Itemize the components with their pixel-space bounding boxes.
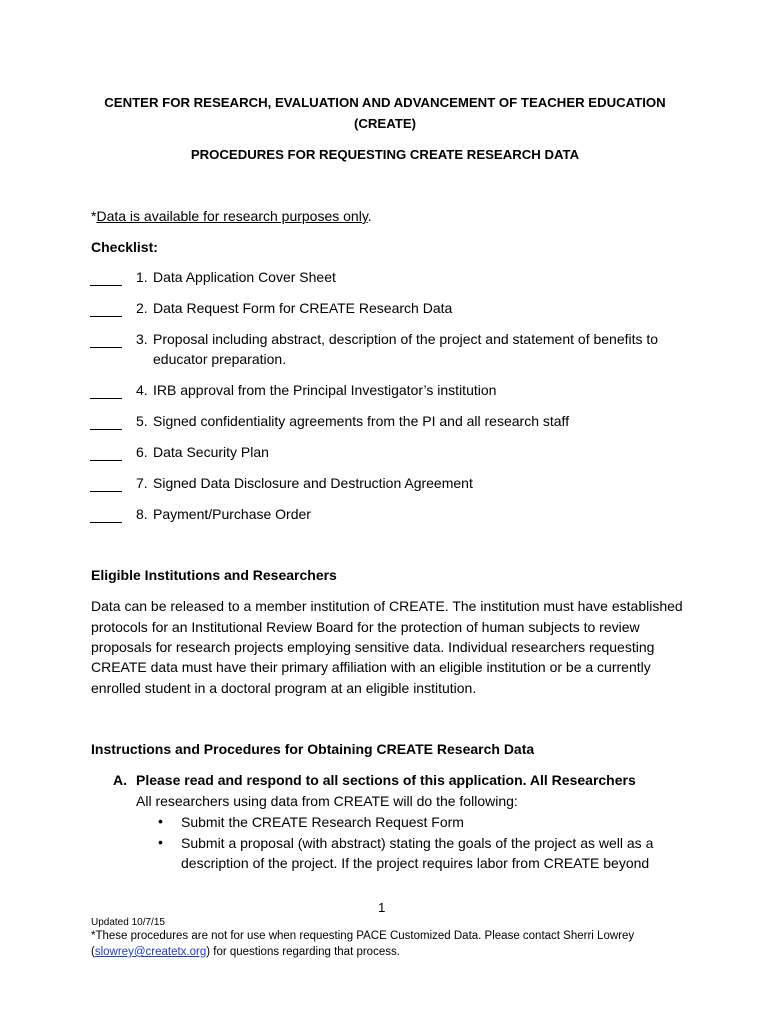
checklist-item-8: Payment/Purchase Order [153,506,311,522]
note-period: . [367,208,372,224]
checklist-blank-8[interactable] [90,522,122,523]
checklist-num-3: 3. [136,331,148,347]
document-title: PROCEDURES FOR REQUESTING CREATE RESEARCH DATA [190,147,580,162]
eligible-line-2: protocols for an Institutional Review Board for the protection of human subjects to review [91,619,640,635]
instructions-heading: Instructions and Procedures for Obtaining CREATE Research Data [91,741,535,757]
checklist-num-2: 2. [136,300,148,316]
bullet-dot-1: • [158,813,163,829]
eligible-heading: Eligible Institutions and Researchers [91,567,337,583]
bullet-2-line2: description of the project. If the project requires labor from CREATE beyond [181,855,650,871]
eligible-line-3: proposals for research projects employing sensitive data. Individual researchers requesting [91,639,655,655]
checklist-heading: Checklist: [91,239,158,255]
bullet-dot-2: • [158,834,163,850]
bullet-1-text: Submit the CREATE Research Request Form [181,814,464,830]
updated-date: Updated 10/7/15 [91,917,165,928]
org-title: CENTER FOR RESEARCH, EVALUATION AND ADVANCEMENT OF TEACHER EDUCATION [104,95,666,110]
checklist-item-7: Signed Data Disclosure and Destruction Agreement [153,475,473,491]
checklist-item-2: Data Request Form for CREATE Research Data [153,300,453,316]
email-link[interactable]: slowrey@createtx.org [94,946,207,958]
checklist-blank-2[interactable] [90,316,122,317]
footnote-tail: ) for questions regarding that process. [206,946,400,958]
availability-note [91,208,372,224]
eligible-line-5: enrolled student in a doctoral program at an eligible institution. [91,680,477,696]
checklist-item-4: IRB approval from the Principal Investigator’s institution [153,382,497,398]
checklist-blank-7[interactable] [90,491,122,492]
checklist-item-3-line1: Proposal including abstract, description of the project and statement of benefits to [153,331,659,347]
org-acronym: (CREATE) [353,116,417,131]
checklist-num-1: 1. [136,269,148,285]
checklist-num-6: 6. [136,444,148,460]
footnote-paren-open: ( [91,946,95,958]
section-a-label: A. [113,772,127,788]
checklist-num-8: 8. [136,506,148,522]
checklist-num-7: 7. [136,475,148,491]
checklist-item-1: Data Application Cover Sheet [153,269,336,285]
eligible-line-1: Data can be released to a member institution of CREATE. The institution must have established [91,598,683,614]
section-a-intro: All researchers using data from CREATE will do the following: [136,793,518,809]
eligible-line-4: CREATE data must have their primary affiliation with an eligible institution or be a currently [91,659,651,675]
checklist-blank-6[interactable] [90,460,122,461]
checklist-blank-4[interactable] [90,398,122,399]
note-asterisk: * [91,208,97,224]
checklist-blank-1[interactable] [90,285,122,286]
checklist-num-4: 4. [136,382,148,398]
bullet-2-line1: Submit a proposal (with abstract) stating the goals of the project as well as a [181,835,654,851]
checklist-blank-3[interactable] [90,347,122,348]
footnote-line-2 [91,946,400,958]
section-a-title: Please read and respond to all sections of this application. All Researchers [136,772,636,788]
checklist-num-5: 5. [136,413,148,429]
checklist-blank-5[interactable] [90,429,122,430]
checklist-item-6: Data Security Plan [153,444,269,460]
page-number: 1 [378,900,386,915]
checklist-item-5: Signed confidentiality agreements from the PI and all research staff [153,413,570,429]
note-text: Data is available for research purposes only [96,208,368,224]
footnote-line-1: *These procedures are not for use when requesting PACE Customized Data. Please contact Sherri Lowrey [91,930,635,942]
checklist-item-3-line2: educator preparation. [153,351,287,367]
